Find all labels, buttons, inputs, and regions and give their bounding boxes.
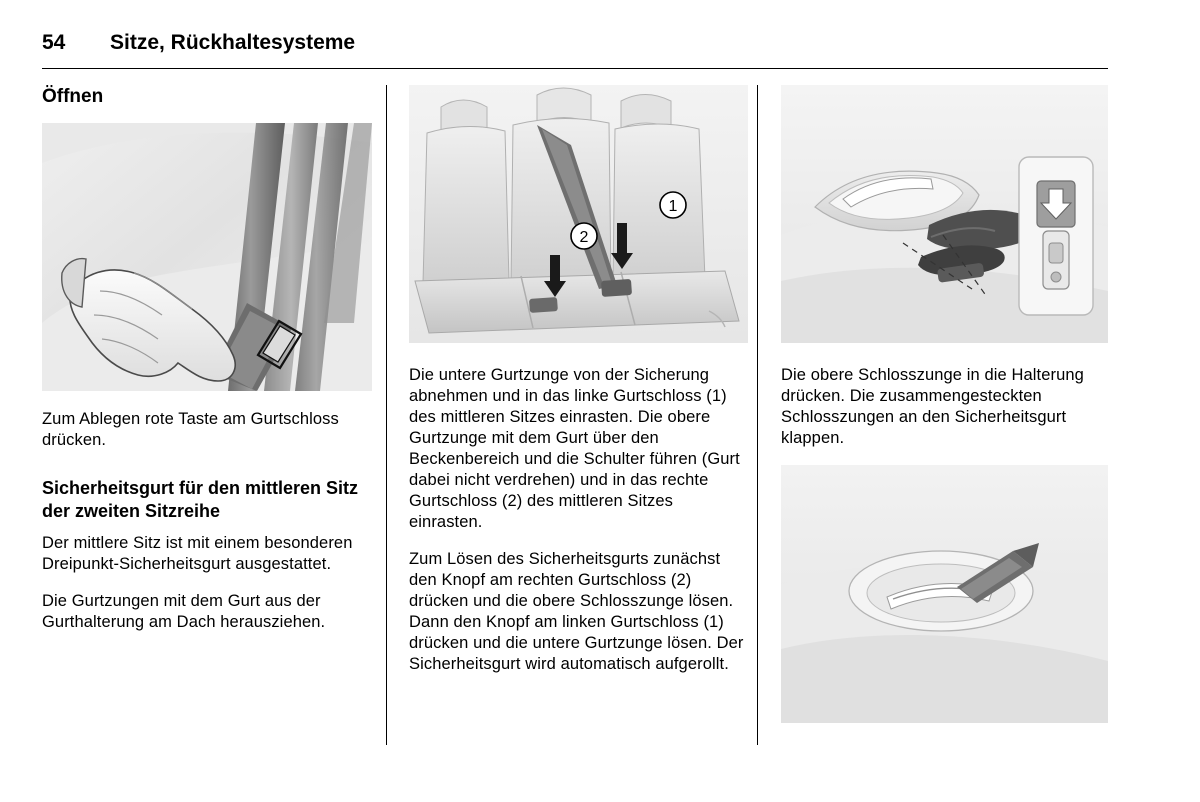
- seatbelt-release-hand-figure: [42, 123, 372, 391]
- page-number: 54: [42, 31, 66, 54]
- figure-caption-release: Zum Ablegen rote Taste am Gurtschloss drücken.: [42, 410, 339, 449]
- page-title: Sitze, Rückhaltesysteme: [110, 31, 356, 54]
- roof-holder-closeup-figure: [781, 465, 1108, 723]
- column-right: [781, 85, 1108, 741]
- column-left: [42, 85, 372, 649]
- paragraph-release-instructions: Zum Lösen des Sicherheitsgurts zunächst den Knopf am rechten Gurtschloss (2) drücken und die obere Schlosszunge lösen. Dann den Knopf am linken Gurtschloss (1) drücken und die untere Gurtzunge lösen. Der Sicherheitsgurt wird automatisch aufgerollt.: [409, 550, 744, 673]
- paragraph-middle-seat-1: Der mittlere Sitz ist mit einem besonderen Dreipunkt-Sicherheitsgurt ausgestattet.: [42, 534, 353, 573]
- subsection-heading-middle-seat: Sicherheitsgurt für den mittleren Sitz der zweiten Sitzreihe: [42, 478, 359, 521]
- paragraph-middle-seat-2: Die Gurtzungen mit dem Gurt aus der Gurthalterung am Dach herausziehen.: [42, 592, 326, 631]
- column-middle: [409, 85, 748, 691]
- section-heading-oeffnen: Öffnen: [42, 86, 104, 107]
- svg-text:1: 1: [668, 198, 678, 215]
- svg-text:2: 2: [579, 229, 589, 246]
- roof-belt-holder-figure: [781, 85, 1108, 343]
- column-divider-1: [386, 85, 387, 745]
- paragraph-upper-tongue: Die obere Schlosszunge in die Halterung drücken. Die zusammengesteckten Schlosszungen an den Sicherheitsgurt klappen.: [781, 366, 1084, 447]
- paragraph-fasten-instructions: Die untere Gurtzunge von der Sicherung abnehmen und in das linke Gurtschloss (1) des mittleren Sitzes einrasten. Die obere Gurtzunge mit dem Gurt über den Beckenbereich und die Schulter führen (Gurt dabei nicht verdrehen) und in das rechte Gurtschloss (2) des mittleren Sitzes einrasten.: [409, 366, 740, 531]
- rear-bench-buckles-figure: [409, 85, 748, 343]
- column-divider-2: [757, 85, 758, 745]
- page-header: [42, 30, 1108, 69]
